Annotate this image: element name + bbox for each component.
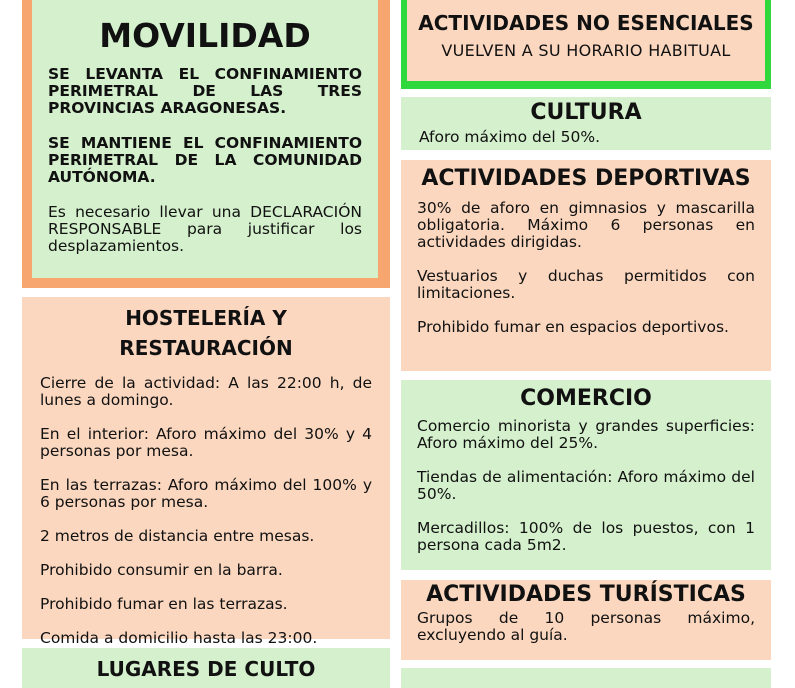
hosteleria-title: HOSTELERÍA Y RESTAURACIÓN <box>119 306 293 360</box>
movilidad-paragraph-3: Es necesario llevar una DECLARACIÓN RESPONSABLE para justificar los desplazamientos. <box>48 203 362 255</box>
movilidad-title: MOVILIDAD <box>99 16 311 55</box>
deportivas-item: 30% de aforo en gimnasios y mascarilla obligatoria. Máximo 6 personas en actividades dirigidas. <box>417 199 755 251</box>
no-esenciales-panel <box>407 0 765 81</box>
hosteleria-item: En las terrazas: Aforo máximo del 100% y 6 personas por mesa. <box>40 476 372 511</box>
no-esenciales-subtitle: VUELVEN A SU HORARIO HABITUAL <box>441 41 731 60</box>
movilidad-paragraph-2: SE MANTIENE EL CONFINAMIENTO PERIMETRAL DE LA COMUNIDAD AUTÓNOMA. <box>48 134 362 186</box>
deportivas-item: Prohibido fumar en espacios deportivos. <box>417 318 729 336</box>
turisticas-section <box>401 580 771 660</box>
movilidad-panel <box>32 0 378 278</box>
deportivas-item: Vestuarios y duchas permitidos con limitaciones. <box>417 267 755 302</box>
hosteleria-item: Prohibido fumar en las terrazas. <box>40 595 288 613</box>
comercio-item: Tiendas de alimentación: Aforo máximo del 50%. <box>417 468 755 503</box>
comercio-section <box>401 380 771 570</box>
comercio-title: COMERCIO <box>520 386 652 411</box>
hosteleria-item: En el interior: Aforo máximo del 30% y 4 personas por mesa. <box>40 425 372 460</box>
cultura-section <box>401 97 771 150</box>
culto-title: LUGARES DE CULTO <box>96 657 316 681</box>
hosteleria-item: Comida a domicilio hasta las 23:00. <box>40 629 318 647</box>
hosteleria-item: 2 metros de distancia entre mesas. <box>40 527 315 545</box>
next-section-partial <box>401 668 771 688</box>
movilidad-paragraph-1: SE LEVANTA EL CONFINAMIENTO PERIMETRAL DE LAS TRES PROVINCIAS ARAGONESAS. <box>48 65 362 117</box>
no-esenciales-title: ACTIVIDADES NO ESENCIALES <box>418 11 754 35</box>
cultura-text: Aforo máximo del 50%. <box>419 128 601 146</box>
hosteleria-item: Cierre de la actividad: A las 22:00 h, de lunes a domingo. <box>40 374 372 409</box>
deportivas-title: ACTIVIDADES DEPORTIVAS <box>421 166 751 191</box>
deportivas-section <box>401 160 771 371</box>
cultura-title: CULTURA <box>530 100 642 125</box>
hosteleria-item: Prohibido consumir en la barra. <box>40 561 283 579</box>
comercio-item: Comercio minorista y grandes superficies: Aforo máximo del 25%. <box>417 417 755 452</box>
comercio-item: Mercadillos: 100% de los puestos, con 1 persona cada 5m2. <box>417 519 755 554</box>
culto-section <box>22 648 390 688</box>
turisticas-title: ACTIVIDADES TURÍSTICAS <box>426 582 746 607</box>
hosteleria-section <box>22 297 390 647</box>
turisticas-text: Grupos de 10 personas máximo, excluyendo al guía. <box>417 609 755 644</box>
